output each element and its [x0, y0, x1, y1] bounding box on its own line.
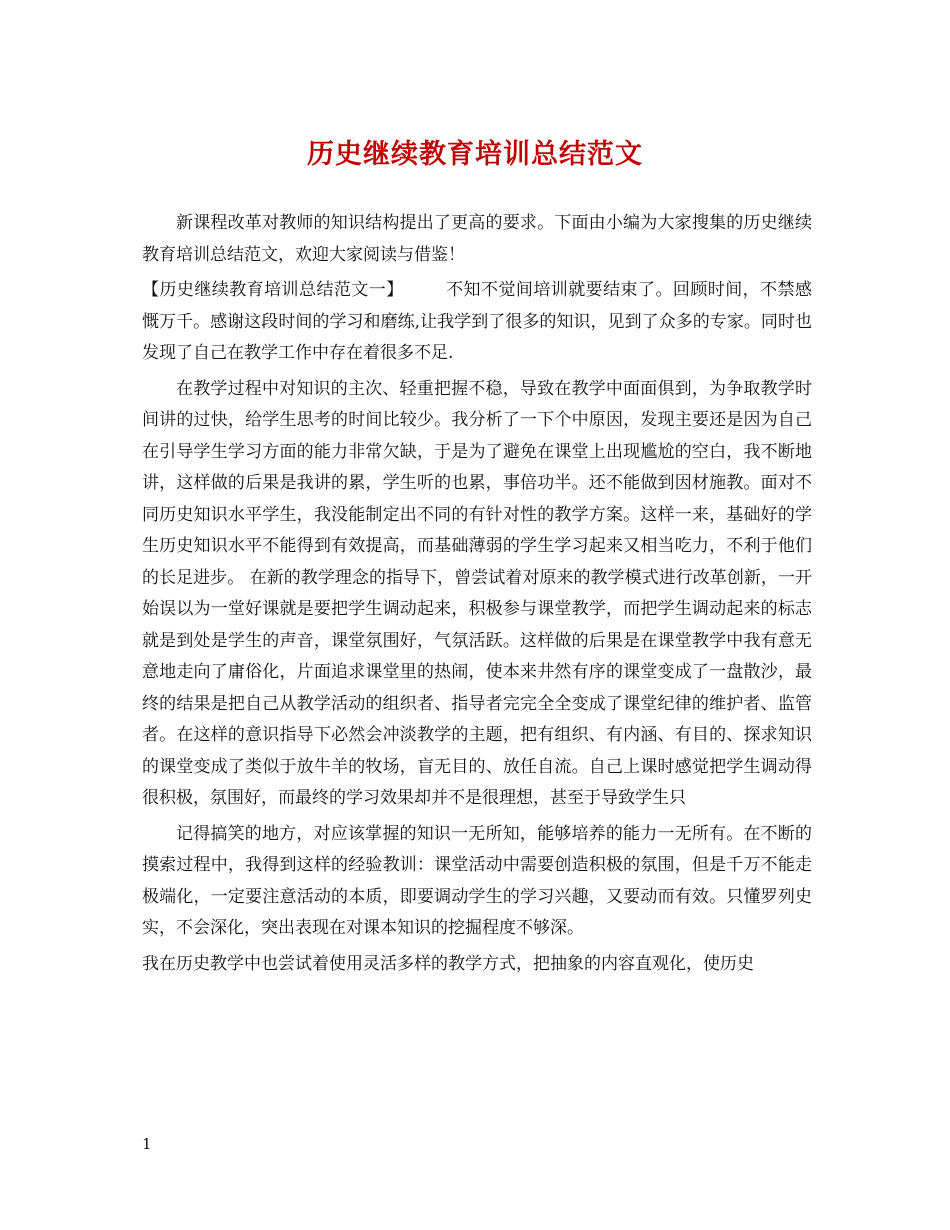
intro-paragraph: 新课程改革对教师的知识结构提出了更高的要求。下面由小编为大家搜集的历史继续教育培训总结范文，欢迎大家阅读与借鉴！ [142, 213, 812, 265]
section-paragraph [142, 275, 812, 370]
body-paragraph-2: 在教学过程中对知识的主次、轻重把握不稳，导致在教学中面面俱到，为争取教学时间讲的过快，给学生思考的时间比较少。我分析了一下个中原因，发现主要还是因为自己在引导学生学习方面的能力非常欠缺，于是为了避免在课堂上出现尴尬的空白，我不断地讲，这样做的后果是我讲的累，学生听的也累，事倍功半。还不能做到因材施教。面对不同历史知识水平学生，我没能制定出不同的有针对性的教学方案。这样一来，基础好的学生历史知识水平不能得到有效提高，而基础薄弱的学生学习起来又相当吃力，不利于他们的长足进步。 在新的教学理念的指导下，曾尝试着对原来的教学模式进行改革创新，一开始误以为一堂好课就是要把学生调动起来，积极参与课堂教学，而把学生调动起来的标志就是到处是学生的声音，课堂氛围好，气氛活跃。这样做的后果是在课堂教学中我有意无意地走向了庸俗化，片面追求课堂里的热闹，使本来井然有序的课堂变成了一盘散沙，最终的结果是把自己从教学活动的组织者、指导者完完全全变成了课堂纪律的维护者、监管者。在这样的意识指导下必然会冲淡教学的主题，把有组织、有内涵、有目的、探求知识的课堂变成了类似于放牛羊的牧场，盲无目的、放任自流。自己上课时感觉把学生调动得很积极，氛围好，而最终的学习效果却并不是很理想，甚至于导致学生只 [142, 378, 812, 808]
section-heading: 【历史继续教育培训总结范文一】 [142, 280, 404, 300]
page-number: 1 [142, 1135, 152, 1153]
body-paragraph-4: 我在历史教学中也尝试着使用灵活多样的教学方式，把抽象的内容直观化，使历史 [142, 953, 754, 974]
document-body [142, 208, 812, 984]
document-title: 历史继续教育培训总结范文 [307, 139, 643, 170]
body-paragraph-3: 记得搞笑的地方，对应该掌握的知识一无所知，能够培养的能力一无所有。在不断的摸索过程中，我得到这样的经验教训：课堂活动中需要创造积极的氛围，但是千万不能走极端化，一定要注意活动的本质，即要调动学生的学习兴趣，又要动而有效。只懂罗列史实，不会深化，突出表现在对课本知识的挖掘程度不够深。 [142, 823, 812, 938]
section-first-text: 不知不觉间培训就要结束了。回顾时间，不禁感慨万千。感谢这段时间的学习和磨练,让我学到了很多的知识，见到了众多的专家。同时也发现了自己在教学工作中存在着很多不足. [142, 280, 813, 363]
